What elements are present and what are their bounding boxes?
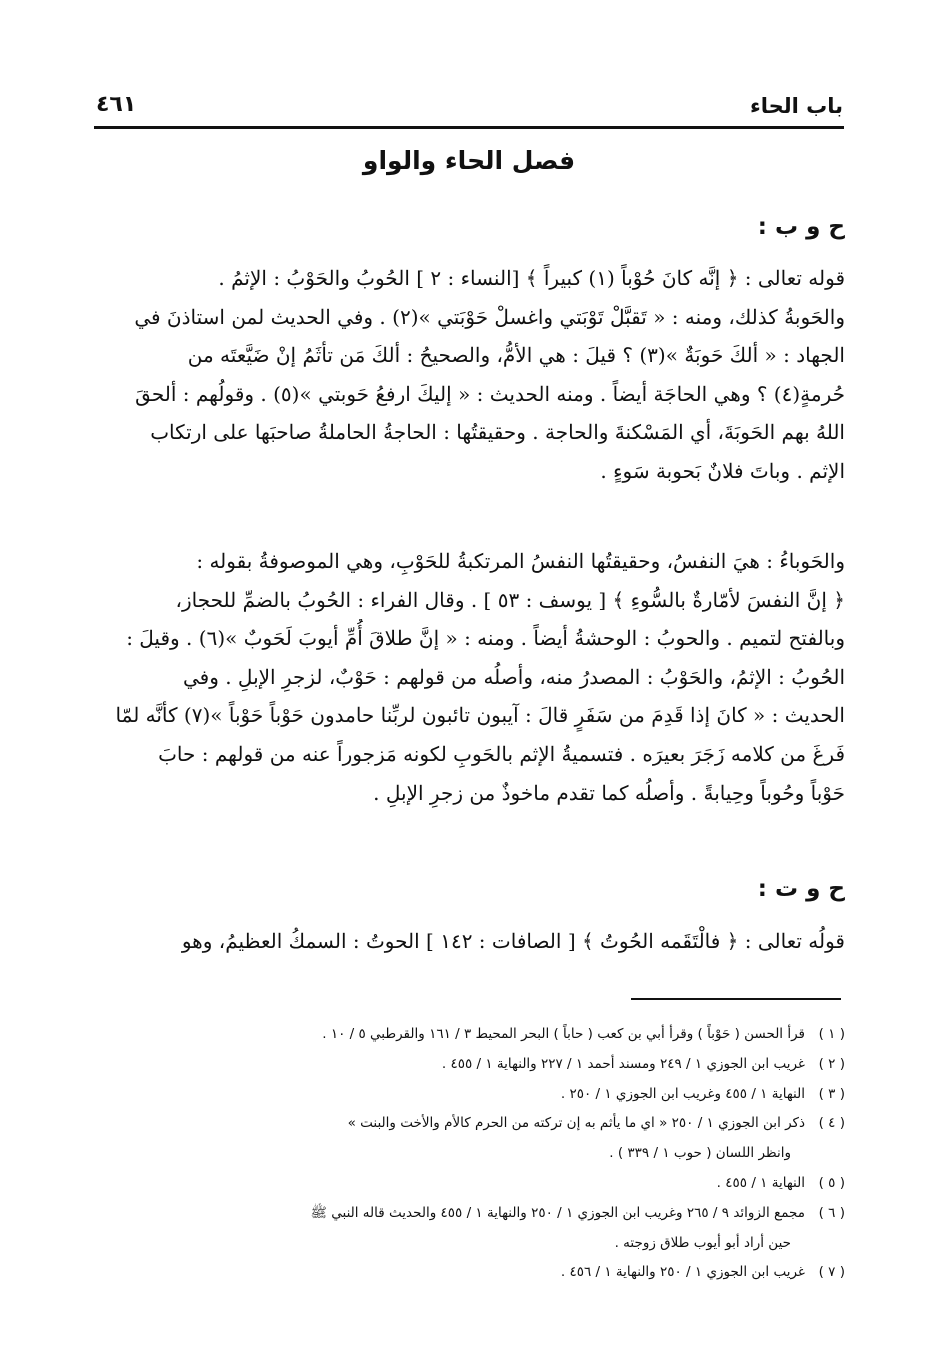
text-line: فَرغَ من كلامه زَجَرَ بعيرَه . فتسميةُ الإثم بالحَوبِ لكونه مَزجوراً عنه من قولهم : حابَ xyxy=(158,741,845,766)
text-line: الجهاد : « ألكَ حَوبَةٌ »(٣) ؟ قيلَ : هي الأمُّ، والصحيحُ : ألكَ مَن تأثَمُ إنْ ضَيَّعتَه من xyxy=(187,343,845,368)
footnote-number: ( ٤ ) xyxy=(818,1115,845,1132)
footnote-separator xyxy=(631,998,841,1000)
text-line: والحَوبةُ كذلك، ومنه : « تَقبَّلْ تَوْبَتي واغسلْ حَوْبَتي »(٢) . وفي الحديث لمن استاذنَ في xyxy=(134,304,845,329)
text-line: الإثم . وباتَ فلانٌ بَحوبة سَوءٍ . xyxy=(600,458,845,483)
footnote-text: قرأ الحسن ( حَوْباً ) وقرأ أبي بن كعب ( حاباً ) البحر المحيط ٣ / ١٦١ والقرطبي ٥ / ١٠ . xyxy=(322,1026,805,1042)
entry-paragraph xyxy=(91,922,845,961)
text-line: وبالفتح لتميم . والحوبُ : الوحشةُ أيضاً . ومنه : « إنَّ طلاقَ أُمِّ أيوبَ لَحَوبٌ »(٦) . وقيلَ : xyxy=(126,626,845,651)
footnote xyxy=(89,1109,845,1139)
section-title: فصل الحاء والواو xyxy=(362,146,576,175)
entry-paragraph xyxy=(91,259,845,491)
footnote-text: ذكر ابن الجوزي ١ / ٢٥٠ « اي ما يأثم به إن تركته من الحرم كالأم والأخت والبنت » xyxy=(347,1115,805,1132)
footnote-continuation: وانظر اللسان ( حوب ١ / ٣٣٩ ) . xyxy=(609,1145,791,1162)
footnote-continuation: حين أراد أبو أيوب طلاق زوجته . xyxy=(614,1234,791,1251)
entry-root-heading: ح و ب : xyxy=(757,214,845,240)
footnote-number: ( ٧ ) xyxy=(818,1264,845,1281)
entry-root-heading: ح و ت : xyxy=(757,876,845,902)
text-line: اللهُ بهم الحَوبَةَ، أي المَسْكنةَ والحاجة . وحقيقتُها : الحاجةُ الحاملةُ صاحبَها على ارتكاب xyxy=(150,420,845,445)
footnote-number: ( ٢ ) xyxy=(818,1055,845,1072)
footnote-number: ( ٦ ) xyxy=(818,1204,845,1221)
footnote-text: مجمع الزوائد ٩ / ٢٦٥ وغريب ابن الجوزي ١ / ٢٥٠ والنهاية ١ / ٤٥٥ والحديث قاله النبي ﷺ xyxy=(310,1204,805,1221)
footnote xyxy=(89,1258,845,1288)
entry-paragraph xyxy=(91,542,845,812)
footnote xyxy=(89,1020,845,1050)
footnotes xyxy=(89,1020,845,1288)
footnote-text: غريب ابن الجوزي ١ / ٢٤٩ ومسند أحمد ١ / ٢٢٧ والنهاية ١ / ٤٥٥ . xyxy=(441,1055,805,1072)
footnote xyxy=(89,1199,845,1229)
footnote-number: ( ٥ ) xyxy=(818,1174,845,1191)
footnote-text: النهاية ١ / ٤٥٥ . xyxy=(716,1174,805,1191)
footnote-number: ( ١ ) xyxy=(818,1026,845,1042)
footnote-number: ( ٣ ) xyxy=(818,1085,845,1102)
text-line: قولُه تعالى : ﴿ فالْتَقَمه الحُوتُ ﴾ [ الصافات : ١٤٢ ] الحوتُ : السمكُ العظيمُ، وهو xyxy=(181,929,845,953)
footnote xyxy=(89,1080,845,1110)
text-line: حُرمةٍ(٤) ؟ وهي الحاجَة أيضاً . ومنه الحديث : « إليكَ ارفعُ حَوبتي »(٥) . وقولُهم : ألحقَ xyxy=(135,381,845,406)
text-line: ﴿ إنَّ النفسَ لأمّارةٌ بالسُّوءِ ﴾ [ يوسف : ٥٣ ] . وقال الفراء : الحُوبُ بالضمِّ للحجاز، xyxy=(175,587,845,612)
text-line: والحَوباءُ : هيَ النفسُ، وحقيقتُها النفسُ المرتكبةُ للحَوْبِ، وهي الموصوفةُ بقوله : xyxy=(196,549,845,573)
text-line: قوله تعالى : ﴿ إنَّه كانَ حُوْباً (١) كبيراً ﴾ [النساء : ٢ ] الحُوبُ والحَوْبُ : الإثمُ . xyxy=(218,266,845,290)
running-header-chapter: باب الحاء xyxy=(749,94,843,118)
footnote-text: غريب ابن الجوزي ١ / ٢٥٠ والنهاية ١ / ٤٥٦ . xyxy=(560,1264,805,1281)
footnote-text: النهاية ١ / ٤٥٥ وغريب ابن الجوزي ١ / ٢٥٠ . xyxy=(560,1085,805,1102)
text-line: الحُوبُ : الإثمُ، والحَوْبُ : المصدرُ منه، وأصلُه من قولهم : حَوْبٌ، لزجرِ الإبلِ . وفي xyxy=(182,664,845,689)
footnote xyxy=(89,1169,845,1199)
header-rule xyxy=(94,126,844,129)
footnote xyxy=(89,1050,845,1080)
text-line: الحديث : « كانَ إذا قَدِمَ من سَفَرٍ قالَ : آيبون تائبون لربِّنا حامدون حَوْباً حَوْباً »(٧) كأنَّه لمّا xyxy=(115,703,845,728)
page-number: ٤٦١ xyxy=(96,92,137,117)
text-line: حَوْباً وحُوباً وحِيابةً . وأصلُه كما تقدم ماخوذٌ من زجرِ الإبلِ . xyxy=(373,780,845,805)
